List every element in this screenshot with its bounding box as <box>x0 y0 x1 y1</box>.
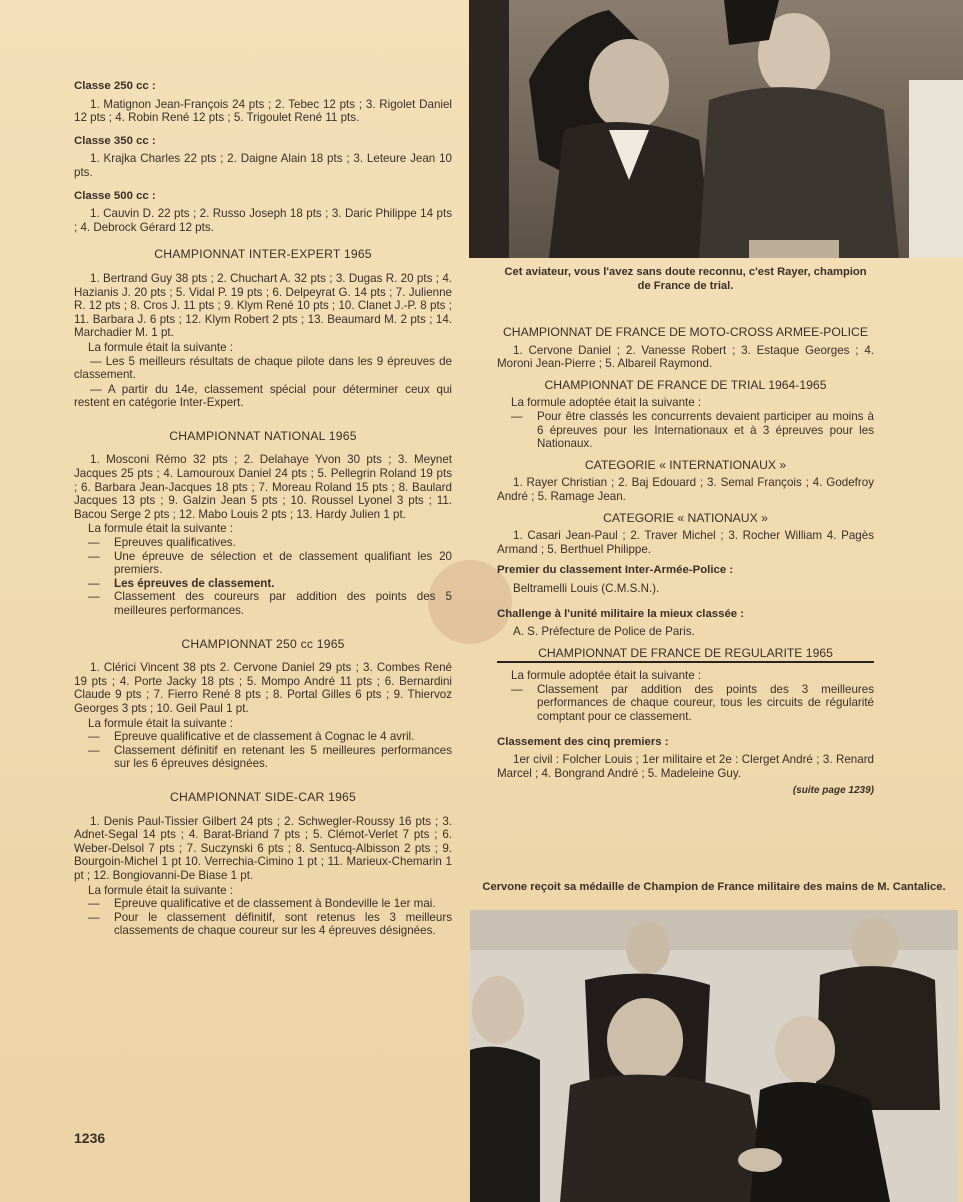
inter-expert-text: 1. Bertrand Guy 38 pts ; 2. Chuchart A. 32 pts ; 3. Dugas R. 20 pts ; 4. Hazianis J. 20 pts ; 5. Vidal P. 19 pts ; 6. Delpeyrat G. 14 pts ; 7. Julienne R. 12 pts ; 8. Cros J. 11 pts ; 9. Klym René 10 pts ; 10. Clanet J.-P. 8 pts ; 11. Barbara J. 6 pts ; 12. Klym Robert 2 pts ; 13. Beaumard M. 2 pts ; 14. Marchadier M. 1 pt. <box>74 271 452 340</box>
inter-expert-note-2: — A partir du 14e, classement spécial pour déterminer ceux qui restent en catégorie Inter-Expert. <box>74 382 452 410</box>
photo-rayer-image <box>469 0 963 258</box>
motocross-text: 1. Cervone Daniel ; 2. Vanesse Robert ; 3. Estaque Georges ; 4. Moroni Jean-Pierre ; 5. Albareil Raymond. <box>497 343 874 371</box>
internationaux-text: 1. Rayer Christian ; 2. Baj Edouard ; 3. Semal François ; 4. Godefroy André ; 5. Ramage Jean. <box>497 476 874 503</box>
national-item-3: — Les épreuves de classement. <box>88 576 275 590</box>
premier-title: Premier du classement Inter-Armée-Police : <box>497 564 734 577</box>
c250-champ-item-2: — Classement définitif en retenant les 5 meilleures performances sur les 6 épreuves désignées. <box>88 743 452 771</box>
premier-text: Beltramelli Louis (C.M.S.N.). <box>513 581 660 595</box>
nationaux-text: 1. Casari Jean-Paul ; 2. Traver Michel ; 3. Rocher William 4. Pagès Armand ; 5. Berthuel Philippe. <box>497 529 874 556</box>
classe-500-text: 1. Cauvin D. 22 pts ; 2. Russo Joseph 18 pts ; 3. Daric Philippe 14 pts ; 4. Debrock Gérard 12 pts. <box>74 207 452 234</box>
trial-item-1: — Pour être classés les concurrents devaient participer au moins à 6 épreuves pour les Internationaux et à 3 épreuves pour les Nationaux. <box>511 409 874 451</box>
c250-champ-formule: La formule était la suivante : <box>88 716 234 730</box>
classe-350-title: Classe 350 cc : <box>74 134 156 147</box>
right-column <box>497 318 874 798</box>
inter-expert-formule: La formule était la suivante : <box>88 340 234 354</box>
classe-250-title: Classe 250 cc : <box>74 80 156 92</box>
sidecar-item-1: — Epreuve qualificative et de classement à Bondeville le 1er mai. <box>88 897 436 911</box>
internationaux-heading: CATEGORIE « INTERNATIONAUX » <box>584 457 787 472</box>
photo-cervone-image <box>470 910 958 1202</box>
suite-note: (suite page 1239) <box>792 785 874 797</box>
sidecar-text: 1. Denis Paul-Tissier Gilbert 24 pts ; 2. Schwegler-Roussy 16 pts ; 3. Adnet-Segal 14 pts ; 4. Barat-Briand 7 pts ; 5. Clémot-Verlet 7 pts ; 6. Weber-Delsol 7 pts ; 7. Suczynski 6 pts ; 8. Sentucq-Albisson 2 pts ; 9. Bourgoin-Michel 1 pt 10. Verrechia-Cimino 1 pt ; 11. Marieux-Chemarin 1 pt ; 12. Bongiovanni-De Biase 1 pt. <box>74 814 452 882</box>
photo-rayer <box>469 0 963 258</box>
cinq-text: 1er civil : Folcher Louis ; 1er militaire et 2e : Clerget André ; 3. Renard Marcel ; 4. Bongrand André ; 5. Madeleine Guy. <box>497 753 874 780</box>
national-item-4: — Classement des coureurs par addition des points des 5 meilleures performances. <box>88 590 452 617</box>
motocross-heading: CHAMPIONNAT DE FRANCE DE MOTO-CROSS ARMEE-POLICE <box>503 325 868 339</box>
caption-top: Cet aviateur, vous l'avez sans doute reconnu, c'est Rayer, champion de France de trial. <box>504 266 867 292</box>
c250-champ-item-1: — Epreuve qualificative et de classement à Cognac le 4 avril. <box>88 730 415 744</box>
c250-champ-text: 1. Clérici Vincent 38 pts 2. Cervone Daniel 29 pts ; 3. Combes René 19 pts ; 4. Porte Jacky 18 pts ; 5. Mompo André 11 pts ; 6. Bernardini Claude 9 pts ; 7. Fierro René 8 pts ; 8. Portal Gilles 6 pts ; 9. Thiervoz Georges 3 pts ; 10. Geil Paul 1 pt. <box>74 661 452 715</box>
challenge-title: Challenge à l'unité militaire la mieux classée : <box>497 607 745 620</box>
trial-formule: La formule adoptée était la suivante : <box>511 396 702 410</box>
sidecar-formule: La formule était la suivante : <box>88 883 234 897</box>
regularite-item-1: — Classement par addition des points des 3 meilleures performances de chaque coureur, tous les circuits de régularité comptant pour ce classement. <box>511 682 874 724</box>
challenge-text: A. S. Préfecture de Police de Paris. <box>513 625 695 639</box>
caption-bottom: Cervone reçoit sa médaille de Champion de France militaire des mains de M. Cantalice. <box>482 881 946 893</box>
sidecar-heading: CHAMPIONNAT SIDE-CAR 1965 <box>169 789 357 804</box>
cinq-title: Classement des cinq premiers : <box>497 735 669 748</box>
national-heading: CHAMPIONNAT NATIONAL 1965 <box>169 428 357 443</box>
trial-heading: CHAMPIONNAT DE FRANCE DE TRIAL 1964-1965 <box>544 377 827 392</box>
nationaux-heading: CATEGORIE « NATIONAUX » <box>603 510 768 525</box>
regularite-heading: CHAMPIONNAT DE FRANCE DE REGULARITE 1965 <box>497 647 874 664</box>
page-number: 1236 <box>74 1130 106 1146</box>
regularite-formule: La formule adoptée était la suivante : <box>511 669 702 683</box>
left-column <box>74 80 452 938</box>
classe-250-text: 1. Matignon Jean-François 24 pts ; 2. Tebec 12 pts ; 3. Rigolet Daniel 12 pts ; 4. Robin René 12 pts ; 5. Trigoulet René 11 pts. <box>74 97 452 125</box>
classe-500-title: Classe 500 cc : <box>74 189 156 202</box>
classe-350-text: 1. Krajka Charles 22 pts ; 2. Daigne Alain 18 pts ; 3. Leteure Jean 10 pts. <box>74 152 452 179</box>
national-text: 1. Mosconi Rémo 32 pts ; 2. Delahaye Yvon 30 pts ; 3. Meynet Jacques 25 pts ; 4. Lamouroux Daniel 24 pts ; 5. Pellegrin Roland 19 pts ; 6. Barbara Jean-Jacques 18 pts ; 7. Moreau Roland 15 pts ; 8. Baulard Jacques 13 pts ; 9. Galzin Jean 5 pts ; 10. Roussel Lyonel 3 pts ; 11. Bacou Serge 2 pts ; 12. Mabo Louis 2 pts ; 13. Hardy Julien 1 pt. <box>74 453 452 521</box>
sidecar-item-2: — Pour le classement définitif, sont retenus les 3 meilleurs classements de chaque coureur sur les 4 épreuves désignées. <box>88 910 452 938</box>
c250-champ-heading: CHAMPIONNAT 250 cc 1965 <box>181 636 345 651</box>
national-formule: La formule était la suivante : <box>88 522 234 536</box>
national-item-2: — Une épreuve de sélection et de classement qualifiant les 20 premiers. <box>88 549 452 577</box>
inter-expert-heading: CHAMPIONNAT INTER-EXPERT 1965 <box>154 247 372 262</box>
photo-cervone <box>470 910 958 1202</box>
national-item-1: — Epreuves qualificatives. <box>88 536 236 550</box>
inter-expert-note-1: — Les 5 meilleurs résultats de chaque pilote dans les 9 épreuves de classement. <box>74 354 452 382</box>
